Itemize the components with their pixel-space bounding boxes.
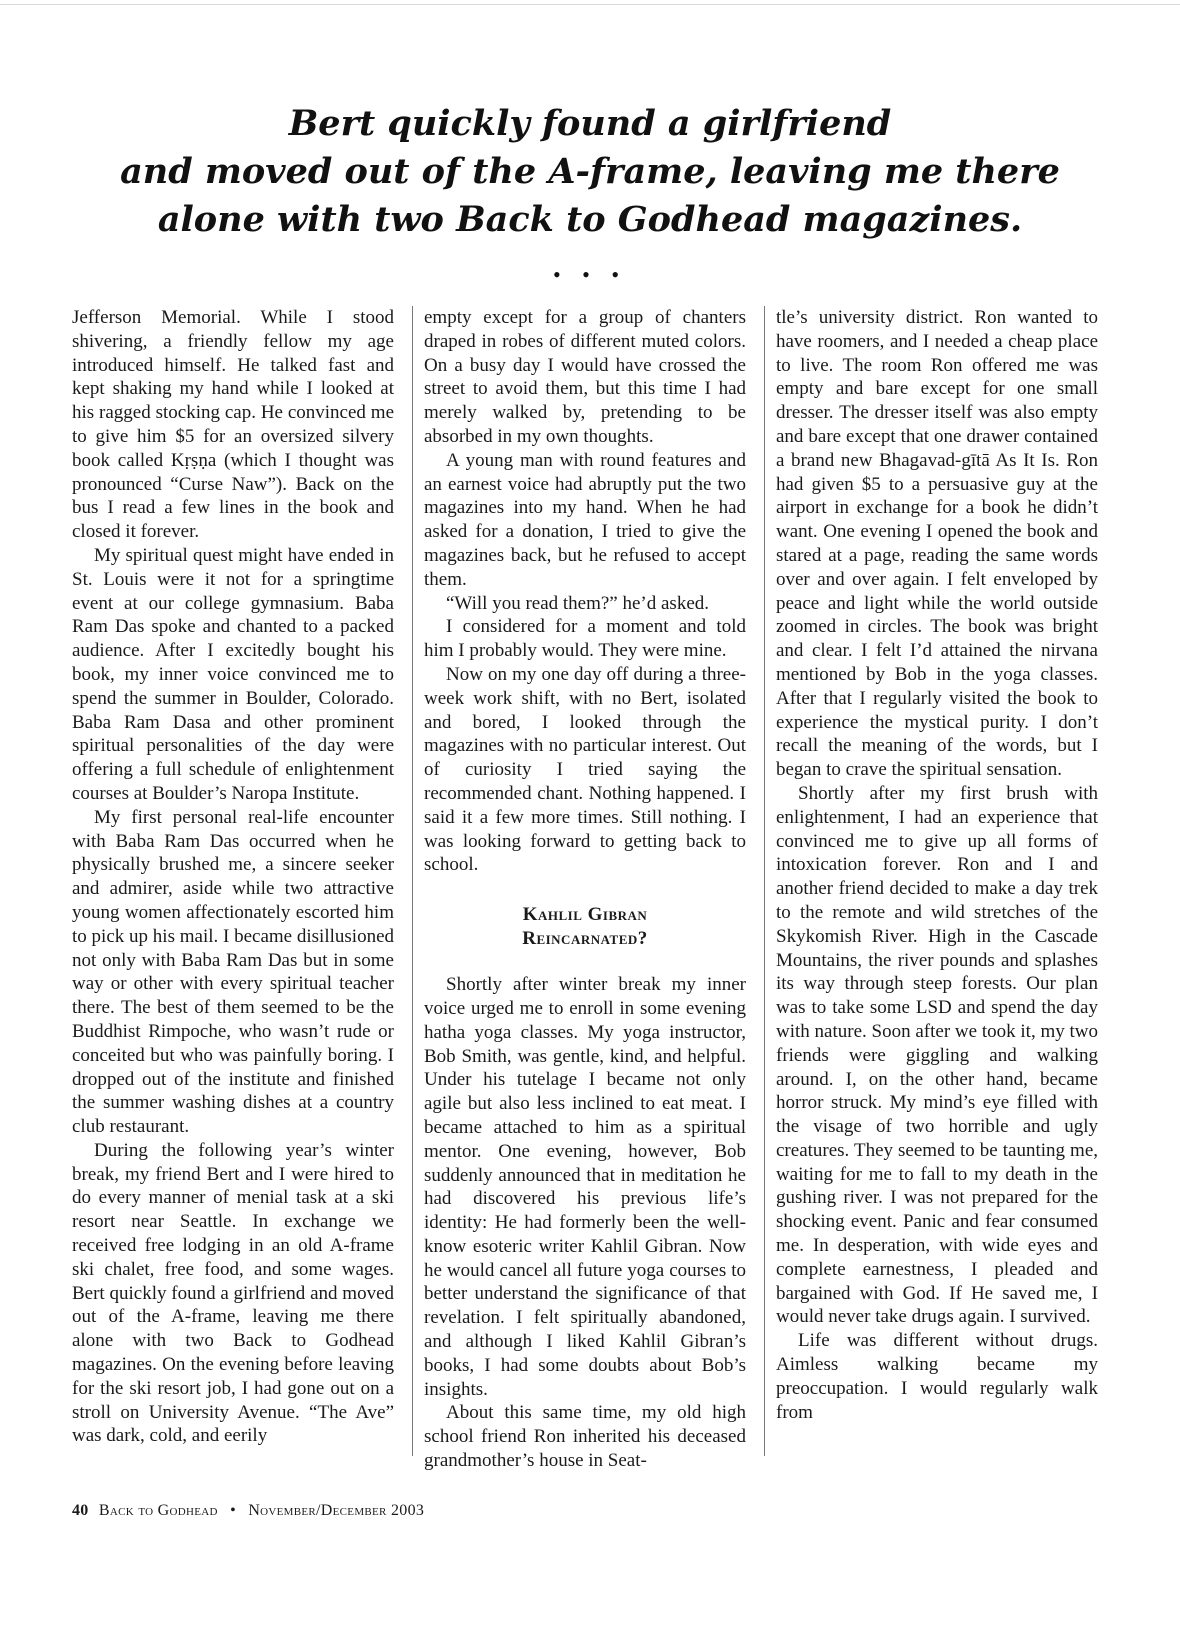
article-column-3 bbox=[776, 306, 1098, 1424]
pull-quote-line: Bert quickly found a girlfriend bbox=[288, 103, 892, 144]
pull-quote-line: and moved out of the A-frame, leaving me there bbox=[120, 151, 1060, 192]
footer-separator: • bbox=[230, 1502, 236, 1519]
paragraph: During the following year’s winter break, my friend Bert and I were hired to do every manner of menial task at a ski resort near Seattle. In exchange we received free lodging in an old A-frame ski chalet, free food, and some wages. Bert quickly found a girlfriend and moved out of the A-frame, leaving me there alone with two Back to Godhead magazines. On the evening before leaving for the ski resort job, I had gone out on a stroll on University Avenue. “The Ave” was dark, cold, and eerily bbox=[72, 1139, 394, 1447]
magazine-name: Back to Godhead bbox=[98, 1502, 218, 1519]
column-rule bbox=[412, 306, 413, 1456]
paragraph: I considered for a moment and told him I probably would. They were mine. bbox=[424, 616, 746, 662]
paragraph: My spiritual quest might have ended in St. Louis were it not for a springtime event at our college gymnasium. Baba Ram Das spoke and chanted to a packed audience. After I excitedly bought his book, my inner voice convinced me to spend the summer in Boulder, Colorado. Baba Ram Dasa and other prominent spiritual personalities of the day were offering a full schedule of enlightenment courses at Boulder’s Naropa Institute. bbox=[72, 544, 394, 804]
paragraph: empty except for a group of chanters draped in robes of different muted colors. On a busy day I would have crossed the street to avoid them, but this time I had merely walked by, pretending to be absorbed in my own thoughts. bbox=[424, 307, 746, 447]
paragraph: Life was different without drugs. Aimless walking became my preoccupation. I would regularly walk from bbox=[776, 1330, 1098, 1423]
paragraph: Shortly after my first brush with enlightenment, I had an experience that convinced me to give up all forms of intoxication forever. Ron and I and another friend decided to make a day trek to the remote and wild stretches of the Skykomish River. High in the Cascade Mountains, the river pounds and splashes its way through steep forests. Our plan was to take some LSD and spend the day with nature. Soon after we took it, my two friends were giggling and walking around. I, on the other hand, became horror struck. My mind’s eye filled with the visage of two horrible and ugly creatures. They seemed to be taunting me, waiting for me to fall to my death in the gushing river. I was not prepared for the shocking event. Panic and fear consumed me. In desperation, with wide eyes and complete earnestness, I pleaded and bargained with God. If He saved me, I would never take drugs again. I survived. bbox=[776, 782, 1098, 1328]
paragraph: tle’s university district. Ron wanted to have roomers, and I needed a cheap place to live. The room Ron offered me was empty and bare except for one small dresser. The dresser itself was also empty and bare except that one drawer contained a brand new Bhagavad-gītā As It Is. Ron had given $5 to a persuasive guy at the airport in exchange for a book he didn’t want. One evening I opened the book and stared at a page, reading the same words over and over again. I felt enveloped by peace and light while the world outside zoomed in circles. The book was bright and clear. I felt I’d attained the nirvana mentioned by Bob in the yoga classes. After that I regularly visited the book to experience the mystical purity. I don’t recall the meaning of the words, but I began to crave the spiritual sensation. bbox=[776, 307, 1098, 781]
paragraph: Shortly after winter break my inner voice urged me to enroll in some evening hatha yoga classes. My yoga instructor, Bob Smith, was gentle, kind, and helpful. Under his tutelage I became not only agile but also less inclined to eat meat. I became attached to him as a spiritual mentor. One evening, however, Bob suddenly announced that in meditation he had discovered his previous life’s identity: He had formerly been the well-know esoteric writer Kahlil Gibran. Now he would cancel all future yoga courses to better understand the significance of that revelation. I felt spiritually abandoned, and although I liked Kahlil Gibran’s books, I had some doubts about Bob’s insights. bbox=[424, 974, 746, 1400]
paragraph: “Will you read them?” he’d asked. bbox=[446, 592, 710, 614]
paragraph: About this same time, my old high school friend Ron inherited his deceased grandmother’s house in Seat- bbox=[424, 1402, 746, 1472]
pull-quote-line: alone with two Back to Godhead magazines. bbox=[157, 199, 1023, 240]
pull-quote bbox=[60, 100, 1120, 244]
article-column-2 bbox=[424, 306, 746, 1473]
subhead-line: Reincarnated? bbox=[522, 928, 648, 950]
column-rule bbox=[764, 306, 765, 1456]
top-rule bbox=[0, 4, 1180, 5]
subhead-line: Kahlil Gibran bbox=[522, 904, 648, 926]
section-dots: • • • bbox=[552, 262, 628, 287]
section-subhead bbox=[424, 903, 746, 951]
page-footer bbox=[72, 1502, 424, 1520]
paragraph: Jefferson Memorial. While I stood shivering, a friendly fellow my age introduced himself. He talked fast and kept shaking my hand while I looked at his ragged stocking cap. He convinced me to give him $5 for an oversized silvery book called Kṛṣṇa (which I thought was pronounced “Curse Naw”). Back on the bus I read a few lines in the book and closed it forever. bbox=[72, 307, 394, 543]
page-number: 40 bbox=[72, 1502, 89, 1519]
issue-date: November/December 2003 bbox=[248, 1502, 425, 1519]
article-column-1 bbox=[72, 306, 394, 1448]
paragraph: A young man with round features and an earnest voice had abruptly put the two magazines into my hand. When he had asked for a donation, I tried to give the magazines back, but he refused to accept them. bbox=[424, 449, 746, 590]
paragraph: My first personal real-life encounter with Baba Ram Das occurred when he physically brushed me, a sincere seeker and admirer, aside while two attractive young women affectionately escorted him to pick up his mail. I became disillusioned not only with Baba Ram Das but in some way or other with every spiritual teacher there. The best of them seemed to be the Buddhist Rimpoche, who wasn’t rude or conceited but who was painfully boring. I dropped out of the institute and finished the summer washing dishes at a country club restaurant. bbox=[72, 806, 394, 1138]
paragraph: Now on my one day off during a three-week work shift, with no Bert, isolated and bored, I looked through the magazines with no particular interest. Out of curiosity I tried saying the recommended chant. Nothing happened. I said it a few more times. Still nothing. I was looking forward to getting back to school. bbox=[424, 663, 746, 876]
